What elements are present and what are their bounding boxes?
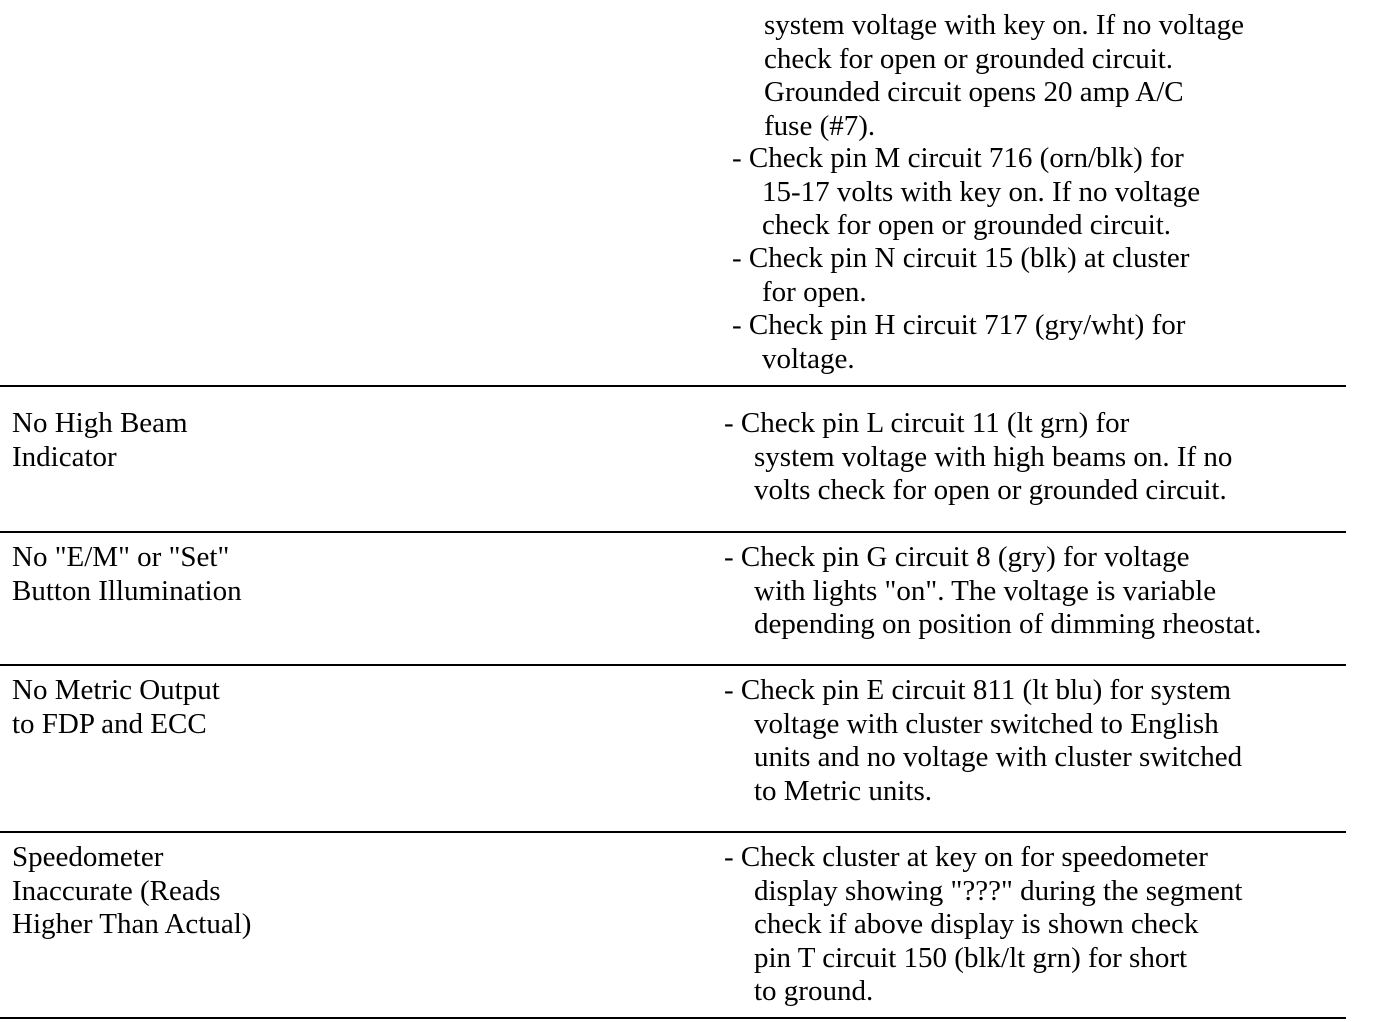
text-line: system voltage with high beams on. If no [754,440,1233,473]
text-line: to ground. [754,975,874,1007]
text-line: with lights "on". The voltage is variable [754,574,1217,607]
text-line: voltage with cluster switched to English [754,707,1219,740]
check-item-pin-n [732,242,1372,309]
text-line: fuse (#7). [764,109,876,142]
check-item-pin-m [732,142,1372,243]
text-line: - Check pin H circuit 717 (gry/wht) for [732,309,1186,341]
text-line: check for open or grounded circuit. [764,42,1174,75]
text-line: - Check pin E circuit 811 (lt blu) for system [724,674,1232,706]
symptom-line: Higher Than Actual) [12,908,252,940]
text-line: check for open or grounded circuit. [762,209,1172,241]
text-line: voltage. [762,342,855,375]
symptom-line: Indicator [12,440,117,473]
text-line: to Metric units. [754,774,933,807]
text-line: - Check cluster at key on for speedometer [724,841,1208,873]
symptom-no-high-beam [12,407,632,474]
symptom-line: Inaccurate (Reads [12,874,221,907]
text-line: - Check pin N circuit 15 (blk) at cluster [732,242,1190,274]
text-line: depending on position of dimming rheostat. [754,608,1262,640]
text-line: 15-17 volts with key on. If no voltage [762,175,1201,208]
check-no-high-beam [724,407,1364,508]
symptom-line: Speedometer [12,841,164,873]
text-line: - Check pin G circuit 8 (gry) for voltage [724,541,1190,573]
symptom-line: No High Beam [12,407,188,439]
check-item-pin-h [732,309,1372,376]
check-no-button-illumination [724,541,1364,642]
symptom-speedometer-inaccurate [12,841,632,942]
text-line: check if above display is shown check [754,908,1199,940]
continuation-check-text [764,9,1376,143]
row-divider [0,531,1346,533]
check-speedometer-inaccurate [724,841,1364,1009]
symptom-line: No Metric Output [12,674,220,706]
text-line: - Check pin L circuit 11 (lt grn) for [724,407,1130,439]
symptom-line: No "E/M" or "Set" [12,541,230,573]
check-no-metric-output [724,674,1364,808]
text-line: pin T circuit 150 (blk/lt grn) for short [754,941,1188,974]
text-line: system voltage with key on. If no voltage [764,9,1245,41]
symptom-line: Button Illumination [12,574,242,607]
symptom-no-button-illumination [12,541,632,608]
symptom-no-metric-output [12,674,632,741]
text-line: Grounded circuit opens 20 amp A/C [764,76,1184,108]
row-divider [0,1017,1346,1019]
text-line: display showing "???" during the segment [754,874,1243,907]
row-divider [0,664,1346,666]
text-line: for open. [762,275,867,308]
row-divider [0,831,1346,833]
text-line: units and no voltage with cluster switched [754,741,1243,773]
row-divider [0,385,1346,387]
symptom-line: to FDP and ECC [12,707,207,740]
text-line: - Check pin M circuit 716 (orn/blk) for [732,142,1184,174]
text-line: volts check for open or grounded circuit. [754,474,1227,506]
